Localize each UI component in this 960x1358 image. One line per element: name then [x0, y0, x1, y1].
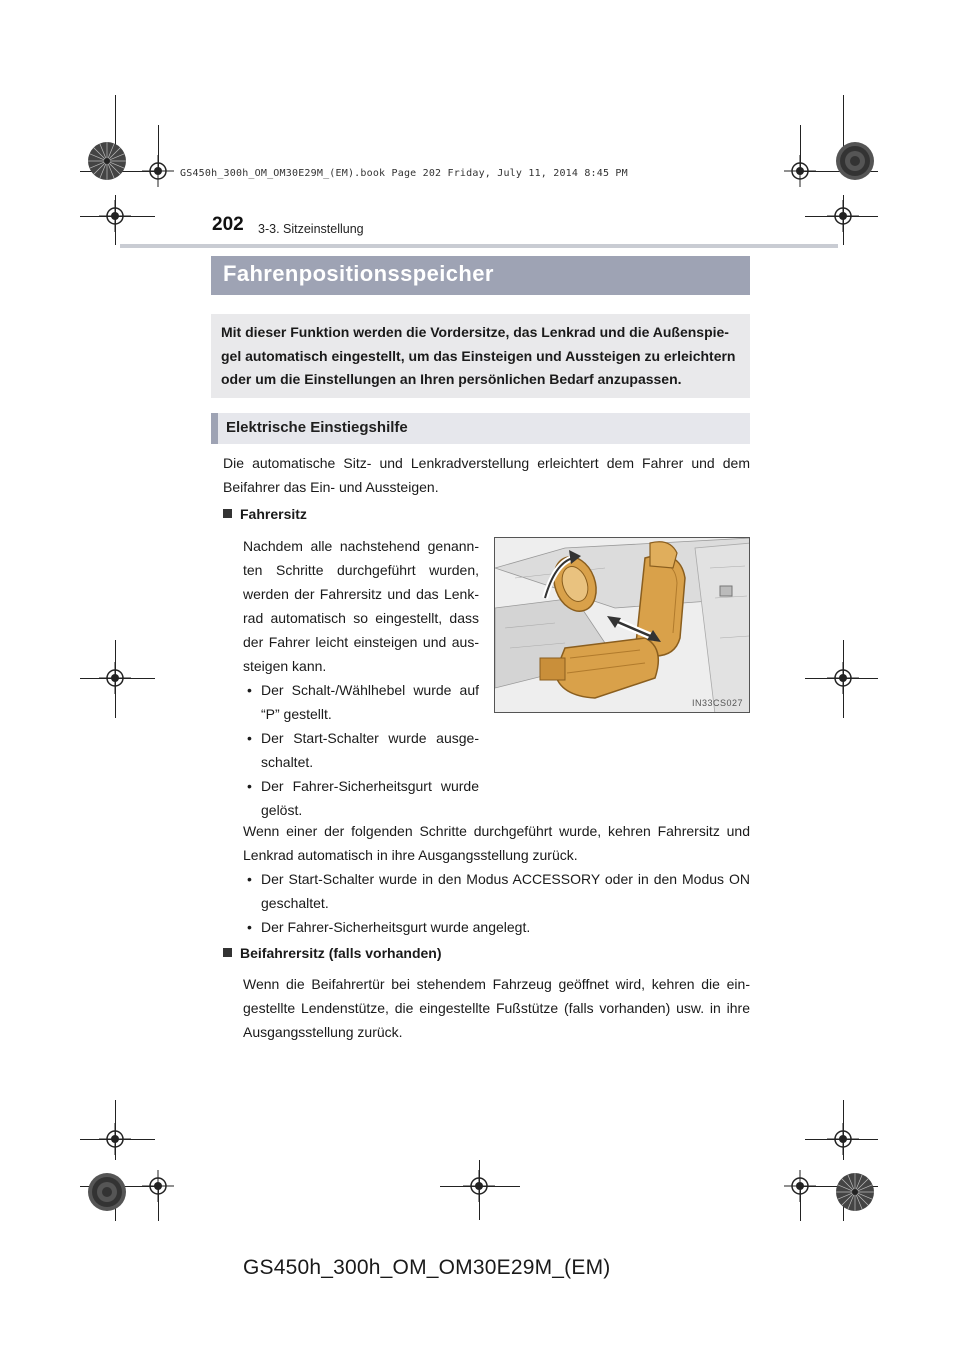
- section-title: Fahrenpositionsspeicher: [223, 261, 494, 286]
- subsection-intro: Die automatische Sitz- und Lenkradverstellung erleichtert dem Fahrer und dem Beifahrer das Ein- und Aussteigen.: [223, 455, 750, 495]
- registration-mark-icon: [784, 1170, 816, 1202]
- list-item: • Der Start-Schalter wurde ausge-schaltet.: [247, 730, 479, 770]
- color-wheel-icon: [835, 1172, 875, 1212]
- passenger-text: Wenn die Beifahrertür bei stehendem Fahrzeug geöffnet wird, kehren die ein-gestellte Lendenstütze, die eingestellte Fußstütze (falls vorhanden) usw. in ihre Ausgangsstellung zurück.: [243, 976, 750, 1040]
- driver-text-block: [243, 534, 479, 822]
- subsection-title: Elektrische Einstiegshilfe: [226, 419, 408, 436]
- print-info: GS450h_300h_OM_OM30E29M_(EM).book Page 202 Friday, July 11, 2014 8:45 PM: [180, 168, 628, 179]
- figure-code: IN33CS027: [691, 698, 743, 708]
- list-item: • Der Schalt-/Wählhebel wurde auf “P” gestellt.: [247, 682, 479, 722]
- passenger-text-block: [243, 972, 750, 1044]
- footer-code: GS450h_300h_OM_OM30E29M_(EM): [243, 1256, 611, 1279]
- header-rule: [120, 244, 838, 248]
- registration-mark-icon: [99, 662, 131, 694]
- car-interior-icon: [495, 538, 750, 713]
- driver-heading: Fahrersitz: [223, 506, 307, 522]
- registration-mark-icon: [827, 1123, 859, 1155]
- registration-mark-icon: [142, 155, 174, 187]
- registration-mark-icon: [784, 155, 816, 187]
- section-title-bar: [211, 256, 750, 295]
- seat-illustration: [494, 537, 750, 713]
- registration-mark-icon: [142, 1170, 174, 1202]
- chapter-title: 3-3. Sitzeinstellung: [258, 222, 364, 236]
- registration-mark-icon: [827, 200, 859, 232]
- page-number: 202: [212, 214, 244, 235]
- registration-mark-icon: [827, 662, 859, 694]
- color-wheel-icon: [87, 1172, 127, 1212]
- list-item: • Der Start-Schalter wurde in den Modus ACCESSORY oder in den Modus ON geschaltet.: [247, 871, 750, 911]
- intro-text: Mit dieser Funktion werden die Vordersitze, das Lenkrad und die Außenspie-gel automatisch eingestellt, um das Einsteigen und Aussteigen zu erleichtern oder um die Einstellungen an Ihren persönlichen Bedarf anzupassen.: [221, 324, 736, 387]
- intro-box: [211, 314, 750, 398]
- color-wheel-icon: [835, 141, 875, 181]
- registration-mark-icon: [99, 200, 131, 232]
- registration-mark-icon: [99, 1123, 131, 1155]
- subsection-bar: [211, 413, 750, 444]
- list-item: • Der Fahrer-Sicherheitsgurt wurde gelöst.: [247, 778, 479, 818]
- return-text-block: [243, 819, 750, 939]
- color-wheel-icon: [87, 141, 127, 181]
- return-text: Wenn einer der folgenden Schritte durchgeführt wurde, kehren Fahrersitz und Lenkrad automatisch in ihre Ausgangsstellung zurück.: [243, 823, 750, 863]
- passenger-heading: Beifahrersitz (falls vorhanden): [223, 945, 442, 961]
- square-bullet-icon: [223, 509, 232, 518]
- registration-mark-icon: [463, 1170, 495, 1202]
- driver-text: Nachdem alle nachstehend genann-ten Schritte durchgeführt wurden, werden der Fahrersitz und das Lenk-rad automatisch so eingestellt, dass der Fahrer leicht einsteigen und aus-steigen kann.: [243, 538, 479, 674]
- list-item: • Der Fahrer-Sicherheitsgurt wurde angelegt.: [247, 919, 531, 935]
- square-bullet-icon: [223, 948, 232, 957]
